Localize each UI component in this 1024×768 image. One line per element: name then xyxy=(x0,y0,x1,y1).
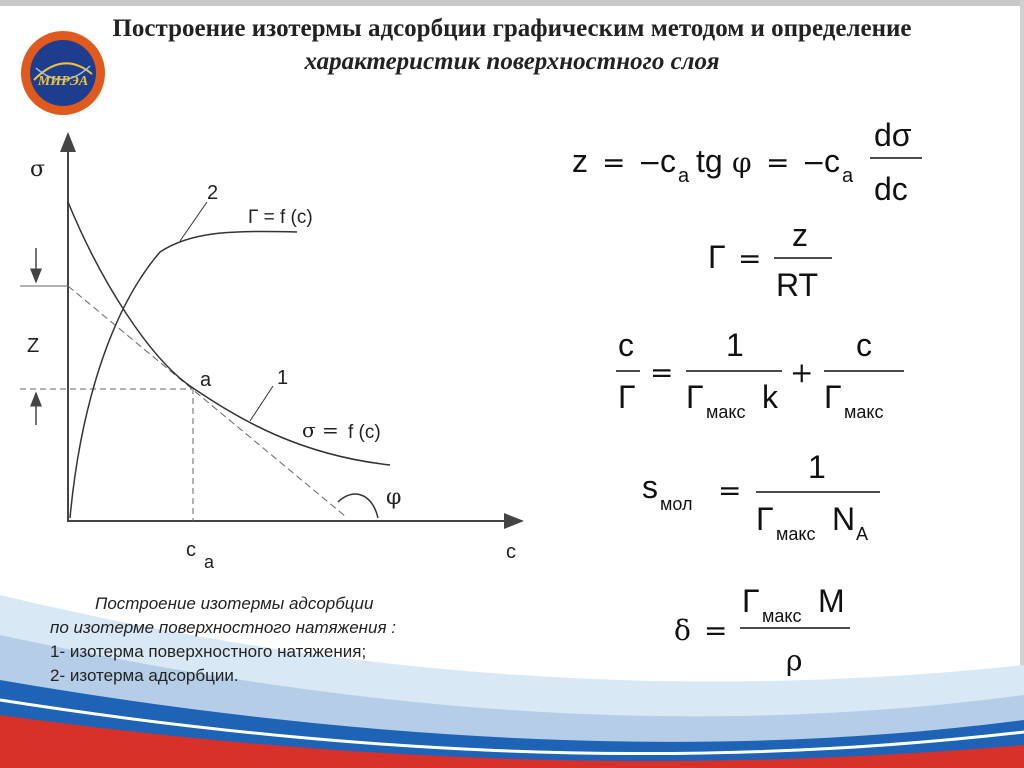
gamma-function-label: Г = f (c) xyxy=(248,207,313,228)
f1-dc: dc xyxy=(874,171,908,207)
f5-rho: ρ xyxy=(786,644,803,677)
logo-text: МИРЭА xyxy=(37,74,89,89)
f3-gamma: Г xyxy=(618,379,636,415)
formula-delta xyxy=(674,583,850,677)
formulas-panel xyxy=(560,100,1000,680)
y-axis-label: σ xyxy=(30,157,46,182)
f5-gmax: Г xyxy=(742,583,760,619)
sigma-function-label: f (c) xyxy=(348,422,381,443)
top-border xyxy=(0,0,1024,6)
tangent-line xyxy=(68,286,345,516)
f1-minus: − xyxy=(638,146,662,179)
f4-N: N xyxy=(832,501,856,537)
formula-s-mol xyxy=(642,449,880,544)
formula-z xyxy=(572,117,922,207)
f4-A: A xyxy=(856,524,869,544)
f2-eq: = xyxy=(738,242,762,275)
f1-d-sigma: dσ xyxy=(874,117,912,153)
f1-minus2: − xyxy=(802,146,826,179)
f3-c2: c xyxy=(856,327,872,363)
f4-eq: = xyxy=(718,474,742,507)
x-axis-label: c xyxy=(506,541,516,563)
caption-line-2: по изотерме поверхностного натяжения : xyxy=(50,618,397,637)
f2-num: z xyxy=(792,217,808,253)
f3-gmax2: Г xyxy=(824,379,842,415)
curve-2-label: 2 xyxy=(207,182,219,204)
f4-maks: макс xyxy=(776,524,816,544)
figure-caption xyxy=(50,592,396,688)
f5-delta: δ xyxy=(674,614,691,647)
z-label: Z xyxy=(27,335,40,357)
f1-eq: = xyxy=(602,146,626,179)
caption-line-4: 2- изотерма адсорбции. xyxy=(50,666,239,685)
f1-phi: φ xyxy=(732,146,752,179)
caption-line-3: 1- изотерма поверхностного натяжения; xyxy=(50,642,367,661)
title-line-1: Построение изотермы адсорбции графическим методом и определение xyxy=(112,15,912,42)
point-a-label: a xyxy=(200,369,212,391)
f4-gmax: Г xyxy=(756,501,774,537)
label-1-leader xyxy=(250,386,273,421)
f5-eq: = xyxy=(704,614,728,647)
f3-gmax: Г xyxy=(686,379,704,415)
curve-1-surface-tension xyxy=(68,202,390,465)
f1-eq2: = xyxy=(766,146,790,179)
f3-maks: макс xyxy=(706,402,746,422)
formula-gamma xyxy=(708,217,832,303)
ca-label: c xyxy=(186,539,196,561)
f1-a: a xyxy=(678,165,690,187)
phi-angle-arc xyxy=(338,494,378,518)
f3-c: c xyxy=(618,327,634,363)
f1-a2: a xyxy=(842,165,854,187)
ca-subscript: a xyxy=(204,552,215,572)
f3-k: k xyxy=(762,379,778,415)
page-title xyxy=(0,12,1024,78)
isotherm-graph xyxy=(0,120,560,580)
f4-mol: мол xyxy=(660,494,693,514)
f3-one: 1 xyxy=(726,327,744,363)
f4-one: 1 xyxy=(808,449,826,485)
f1-tg: tg xyxy=(696,143,723,179)
f3-plus: + xyxy=(790,356,814,389)
f1-c2: c xyxy=(824,143,840,179)
formula-langmuir xyxy=(616,327,904,422)
f5-M: M xyxy=(818,583,845,619)
f1-c: c xyxy=(660,143,676,179)
f4-s: s xyxy=(642,469,658,505)
caption-line-1: Построение изотермы адсорбции xyxy=(95,594,374,613)
curve-1-label: 1 xyxy=(277,367,289,389)
f3-eq: = xyxy=(650,356,674,389)
f2-gamma: Г xyxy=(708,239,726,275)
sigma-equals-symbol: σ = xyxy=(302,418,339,442)
f2-den: RT xyxy=(776,267,819,303)
f1-z: z xyxy=(572,143,588,179)
f3-maks2: макс xyxy=(844,402,884,422)
curve-2-adsorption xyxy=(70,231,297,518)
phi-label: φ xyxy=(386,485,402,510)
title-line-2: характеристик поверхностного слоя xyxy=(304,48,720,75)
f5-maks: макс xyxy=(762,606,802,626)
